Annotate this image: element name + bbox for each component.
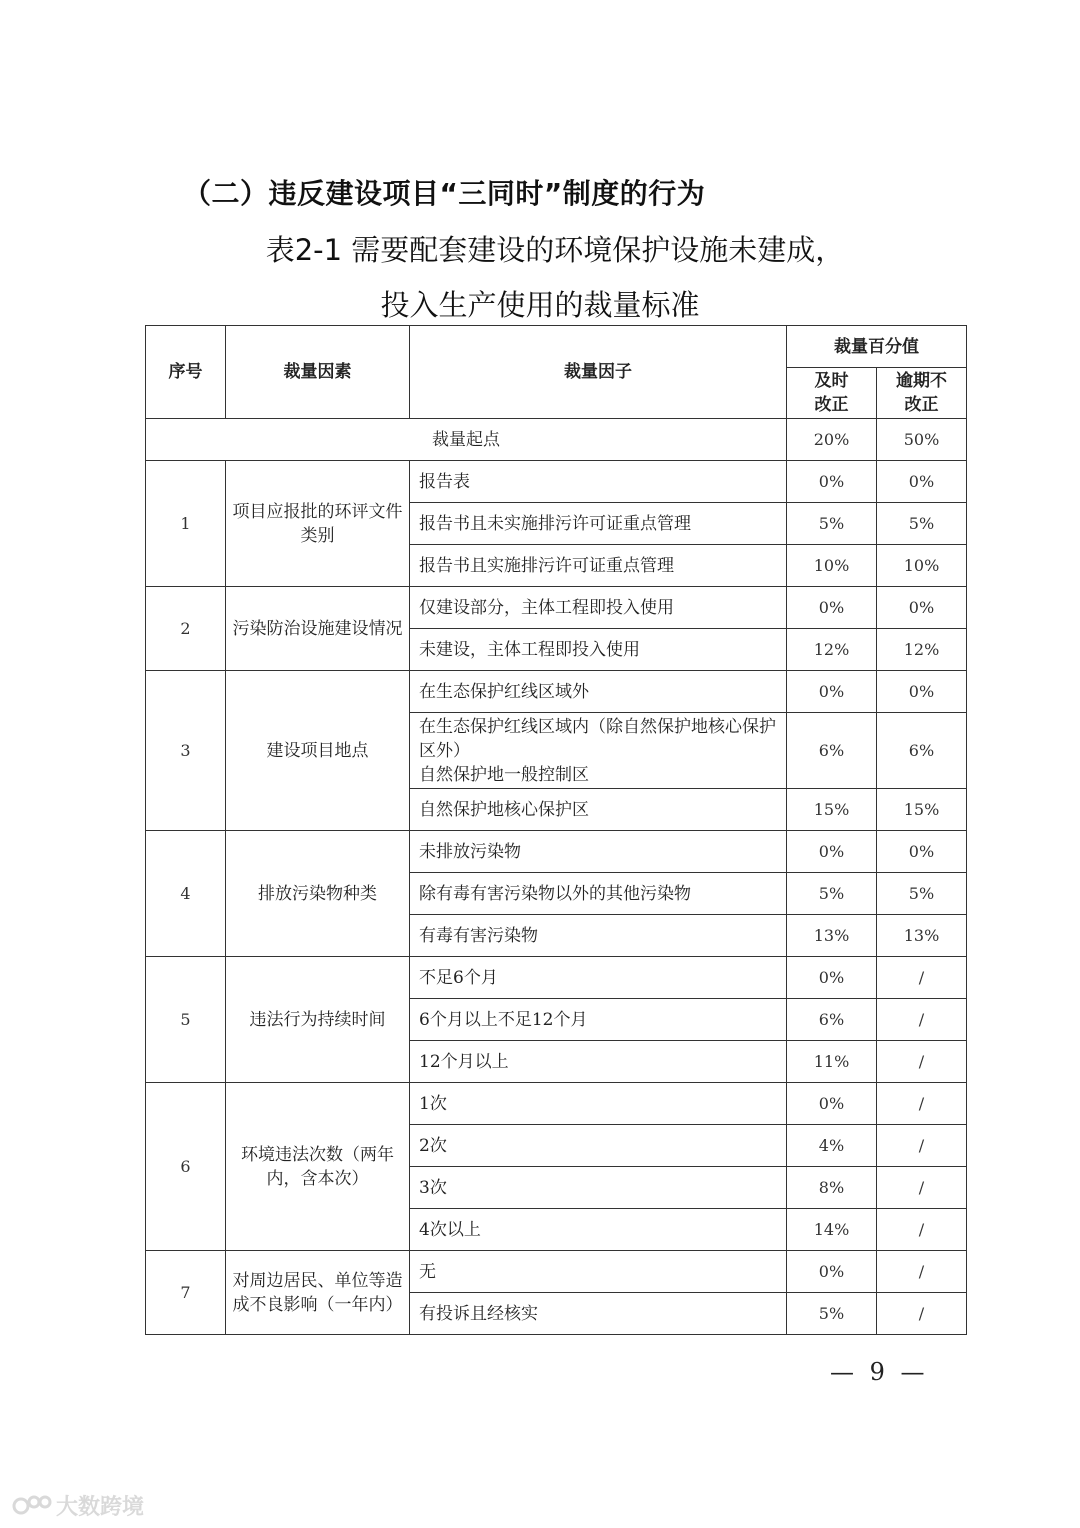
group-seq: 1 <box>146 461 226 587</box>
table-row <box>146 957 967 999</box>
watermark <box>12 1490 144 1521</box>
header-percent-group: 裁量百分值 <box>787 326 967 368</box>
sub-factor-cell: 6个月以上不足12个月 <box>410 999 787 1041</box>
sub-factor-cell: 有毒有害污染物 <box>410 915 787 957</box>
sub-factor-cell: 2次 <box>410 1125 787 1167</box>
table-row <box>146 831 967 873</box>
group-factor: 污染防治设施建设情况 <box>226 587 410 671</box>
group-factor: 环境违法次数（两年内，含本次） <box>226 1083 410 1251</box>
overdue-percent-cell: 0% <box>877 671 967 713</box>
start-point-label: 裁量起点 <box>146 419 787 461</box>
timely-percent-cell: 0% <box>787 1083 877 1125</box>
overdue-percent-cell: / <box>877 1083 967 1125</box>
timely-percent-cell: 5% <box>787 503 877 545</box>
group-factor: 违法行为持续时间 <box>226 957 410 1083</box>
timely-percent-cell: 13% <box>787 915 877 957</box>
timely-percent-cell: 15% <box>787 789 877 831</box>
overdue-percent-cell: 10% <box>877 545 967 587</box>
table-body <box>146 419 967 1335</box>
overdue-percent-cell: / <box>877 957 967 999</box>
group-factor: 对周边居民、单位等造成不良影响（一年内） <box>226 1251 410 1335</box>
watermark-text: 大数跨境 <box>56 1495 145 1520</box>
overdue-percent-cell: 13% <box>877 915 967 957</box>
group-factor: 排放污染物种类 <box>226 831 410 957</box>
group-factor: 项目应报批的环评文件类别 <box>226 461 410 587</box>
header-seq: 序号 <box>146 326 226 419</box>
timely-percent-cell: 0% <box>787 1251 877 1293</box>
table-row <box>146 671 967 713</box>
page-number: — 9 — <box>830 1358 929 1386</box>
overdue-percent-cell: 6% <box>877 713 967 789</box>
timely-percent-cell: 0% <box>787 957 877 999</box>
overdue-percent-cell: 15% <box>877 789 967 831</box>
sub-factor-cell: 无 <box>410 1251 787 1293</box>
start-point-row <box>146 419 967 461</box>
overdue-percent-cell: / <box>877 1293 967 1335</box>
sub-factor-cell: 报告书且实施排污许可证重点管理 <box>410 545 787 587</box>
group-seq: 4 <box>146 831 226 957</box>
overdue-percent-cell: / <box>877 1209 967 1251</box>
timely-percent-cell: 6% <box>787 999 877 1041</box>
timely-percent-cell: 0% <box>787 671 877 713</box>
overdue-percent-cell: / <box>877 1041 967 1083</box>
sub-factor-cell: 4次以上 <box>410 1209 787 1251</box>
start-point-overdue: 50% <box>877 419 967 461</box>
sub-factor-cell: 在生态保护红线区域内（除自然保护地核心保护区外） 自然保护地一般控制区 <box>410 713 787 789</box>
header-sub-factor: 裁量因子 <box>410 326 787 419</box>
group-seq: 5 <box>146 957 226 1083</box>
overdue-percent-cell: 5% <box>877 873 967 915</box>
sub-factor-cell: 在生态保护红线区域外 <box>410 671 787 713</box>
timely-percent-cell: 0% <box>787 587 877 629</box>
sub-factor-cell: 报告表 <box>410 461 787 503</box>
overdue-percent-cell: / <box>877 999 967 1041</box>
timely-percent-cell: 11% <box>787 1041 877 1083</box>
sub-factor-cell: 未建设，主体工程即投入使用 <box>410 629 787 671</box>
table-row <box>146 587 967 629</box>
timely-percent-cell: 6% <box>787 713 877 789</box>
watermark-logo-icon <box>12 1493 52 1519</box>
overdue-percent-cell: 0% <box>877 831 967 873</box>
sub-factor-cell: 1次 <box>410 1083 787 1125</box>
timely-percent-cell: 0% <box>787 831 877 873</box>
group-seq: 6 <box>146 1083 226 1251</box>
timely-percent-cell: 14% <box>787 1209 877 1251</box>
group-factor: 建设项目地点 <box>226 671 410 831</box>
header-factor: 裁量因素 <box>226 326 410 419</box>
sub-factor-cell: 除有毒有害污染物以外的其他污染物 <box>410 873 787 915</box>
group-seq: 2 <box>146 587 226 671</box>
overdue-percent-cell: / <box>877 1167 967 1209</box>
overdue-percent-cell: / <box>877 1251 967 1293</box>
table-row <box>146 461 967 503</box>
sub-factor-cell: 不足6个月 <box>410 957 787 999</box>
timely-percent-cell: 8% <box>787 1167 877 1209</box>
sub-factor-cell: 报告书且未实施排污许可证重点管理 <box>410 503 787 545</box>
overdue-percent-cell: 12% <box>877 629 967 671</box>
header-overdue: 逾期不 改正 <box>877 368 967 419</box>
overdue-percent-cell: 5% <box>877 503 967 545</box>
group-seq: 7 <box>146 1251 226 1335</box>
overdue-percent-cell: / <box>877 1125 967 1167</box>
section-heading: （二）违反建设项目“三同时”制度的行为 <box>183 177 706 210</box>
sub-factor-cell: 仅建设部分，主体工程即投入使用 <box>410 587 787 629</box>
discretion-standard-table <box>145 325 967 1335</box>
table-title-line2: 投入生产使用的裁量标准 <box>380 288 700 322</box>
sub-factor-cell: 3次 <box>410 1167 787 1209</box>
sub-factor-cell: 自然保护地核心保护区 <box>410 789 787 831</box>
table-title-line1: 表2-1 需要配套建设的环境保护设施未建成， <box>265 233 845 267</box>
header-timely: 及时 改正 <box>787 368 877 419</box>
table-row <box>146 1251 967 1293</box>
start-point-timely: 20% <box>787 419 877 461</box>
timely-percent-cell: 10% <box>787 545 877 587</box>
timely-percent-cell: 5% <box>787 1293 877 1335</box>
sub-factor-cell: 12个月以上 <box>410 1041 787 1083</box>
sub-factor-cell: 有投诉且经核实 <box>410 1293 787 1335</box>
group-seq: 3 <box>146 671 226 831</box>
timely-percent-cell: 5% <box>787 873 877 915</box>
table-row <box>146 1083 967 1125</box>
timely-percent-cell: 0% <box>787 461 877 503</box>
sub-factor-cell: 未排放污染物 <box>410 831 787 873</box>
timely-percent-cell: 12% <box>787 629 877 671</box>
overdue-percent-cell: 0% <box>877 587 967 629</box>
timely-percent-cell: 4% <box>787 1125 877 1167</box>
overdue-percent-cell: 0% <box>877 461 967 503</box>
